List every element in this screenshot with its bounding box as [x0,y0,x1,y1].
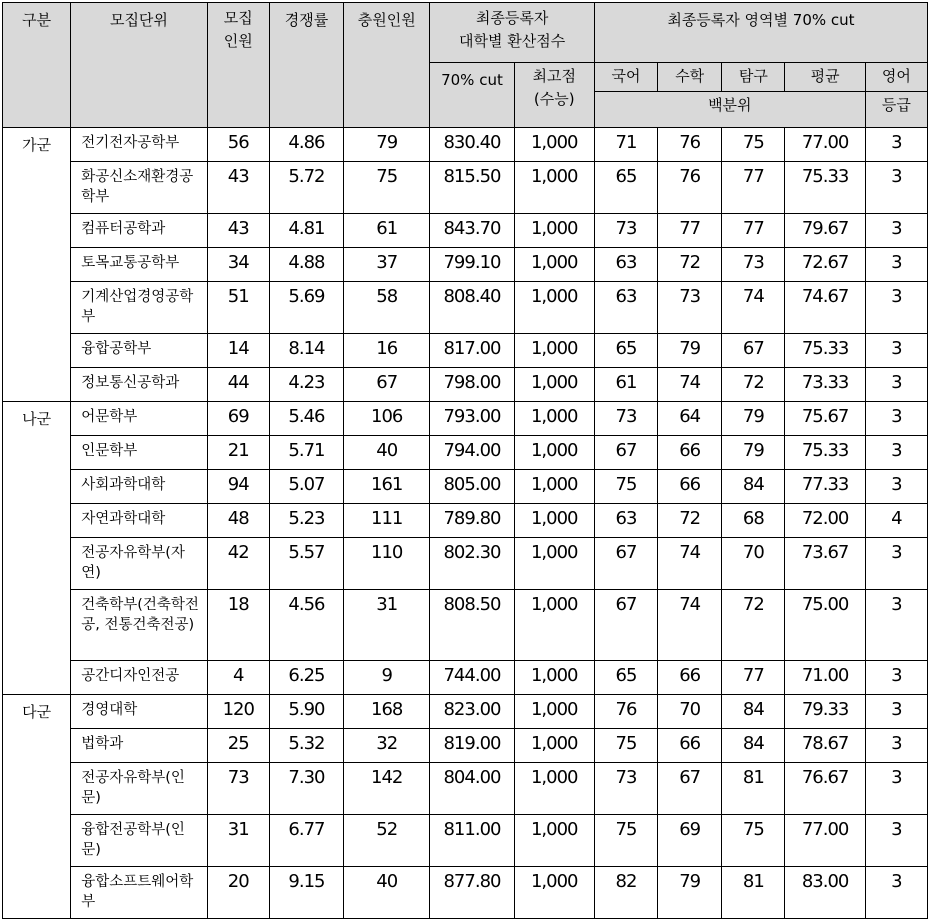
inquiry-cell: 77 [722,162,785,214]
extra-cell: 61 [344,214,430,248]
korean-cell: 67 [594,436,657,470]
quota-cell: 56 [207,128,269,162]
extra-cell: 37 [344,248,430,282]
cut-cell: 817.00 [430,334,514,368]
math-cell: 73 [658,282,722,334]
header-inquiry: 탐구 [722,63,785,92]
extra-cell: 110 [344,538,430,590]
unit-cell: 전공자유학부(인문) [71,763,207,815]
english-cell: 3 [865,763,927,815]
unit-cell: 전기전자공학부 [71,128,207,162]
ratio-cell: 4.23 [269,368,343,402]
inquiry-cell: 84 [722,695,785,729]
inquiry-cell: 81 [722,867,785,919]
english-cell: 3 [865,867,927,919]
avg-cell: 78.67 [785,729,865,763]
english-cell: 3 [865,162,927,214]
cut-cell: 799.10 [430,248,514,282]
inquiry-cell: 81 [722,763,785,815]
cut-cell: 808.40 [430,282,514,334]
cut-cell: 794.00 [430,436,514,470]
quota-cell: 120 [207,695,269,729]
max-cell: 1,000 [514,248,594,282]
quota-cell: 42 [207,538,269,590]
quota-cell: 18 [207,590,269,661]
avg-cell: 77.33 [785,470,865,504]
unit-cell: 토목교통공학부 [71,248,207,282]
group-label: 나군 [3,402,71,695]
ratio-cell: 5.23 [269,504,343,538]
table-row [3,867,928,919]
unit-cell: 융합소프트웨어학부 [71,867,207,919]
extra-cell: 52 [344,815,430,867]
max-cell: 1,000 [514,282,594,334]
unit-cell: 건축학부(건축학전공, 전통건축전공) [71,590,207,661]
ratio-cell: 5.57 [269,538,343,590]
korean-cell: 75 [594,729,657,763]
quota-cell: 69 [207,402,269,436]
inquiry-cell: 74 [722,282,785,334]
cut-cell: 815.50 [430,162,514,214]
ratio-cell: 5.07 [269,470,343,504]
math-cell: 74 [658,590,722,661]
cut-cell: 798.00 [430,368,514,402]
max-cell: 1,000 [514,590,594,661]
avg-cell: 75.33 [785,334,865,368]
english-cell: 3 [865,695,927,729]
extra-cell: 16 [344,334,430,368]
max-cell: 1,000 [514,470,594,504]
cut-cell: 808.50 [430,590,514,661]
english-cell: 3 [865,590,927,661]
avg-cell: 71.00 [785,661,865,695]
quota-cell: 44 [207,368,269,402]
ratio-cell: 6.25 [269,661,343,695]
cut-cell: 877.80 [430,867,514,919]
header-group: 구분 [3,3,71,128]
korean-cell: 63 [594,504,657,538]
cut-cell: 805.00 [430,470,514,504]
english-cell: 3 [865,815,927,867]
english-cell: 4 [865,504,927,538]
english-cell: 3 [865,470,927,504]
english-cell: 3 [865,334,927,368]
table-row [3,248,928,282]
header-score: 최종등록자 대학별 환산점수 [430,3,595,63]
english-cell: 3 [865,282,927,334]
avg-cell: 83.00 [785,867,865,919]
cut-cell: 819.00 [430,729,514,763]
cut-cell: 843.70 [430,214,514,248]
table-row [3,590,928,661]
quota-cell: 43 [207,162,269,214]
korean-cell: 65 [594,661,657,695]
unit-cell: 기계산업경영공학부 [71,282,207,334]
table-row [3,470,928,504]
korean-cell: 61 [594,368,657,402]
extra-cell: 40 [344,436,430,470]
unit-cell: 융합공학부 [71,334,207,368]
table-row [3,504,928,538]
extra-cell: 58 [344,282,430,334]
unit-cell: 정보통신공학과 [71,368,207,402]
extra-cell: 67 [344,368,430,402]
math-cell: 76 [658,128,722,162]
inquiry-cell: 73 [722,248,785,282]
unit-cell: 전공자유학부(자연) [71,538,207,590]
math-cell: 79 [658,334,722,368]
header-english: 영어 [865,63,927,92]
table-row [3,815,928,867]
max-cell: 1,000 [514,402,594,436]
math-cell: 72 [658,504,722,538]
korean-cell: 65 [594,162,657,214]
max-cell: 1,000 [514,162,594,214]
max-cell: 1,000 [514,729,594,763]
math-cell: 66 [658,436,722,470]
cut-cell: 789.80 [430,504,514,538]
inquiry-cell: 84 [722,729,785,763]
max-cell: 1,000 [514,368,594,402]
quota-cell: 14 [207,334,269,368]
cut-cell: 744.00 [430,661,514,695]
english-cell: 3 [865,661,927,695]
math-cell: 72 [658,248,722,282]
table-row [3,282,928,334]
header-quota: 모집 인원 [207,3,269,128]
english-cell: 3 [865,538,927,590]
avg-cell: 74.67 [785,282,865,334]
extra-cell: 31 [344,590,430,661]
quota-cell: 34 [207,248,269,282]
extra-cell: 161 [344,470,430,504]
inquiry-cell: 67 [722,334,785,368]
group-label: 가군 [3,128,71,402]
korean-cell: 71 [594,128,657,162]
table-row [3,402,928,436]
unit-cell: 컴퓨터공학과 [71,214,207,248]
avg-cell: 76.67 [785,763,865,815]
header-grade: 등급 [865,92,927,128]
extra-cell: 106 [344,402,430,436]
quota-cell: 73 [207,763,269,815]
english-cell: 3 [865,402,927,436]
cut-cell: 802.30 [430,538,514,590]
ratio-cell: 5.72 [269,162,343,214]
math-cell: 66 [658,661,722,695]
korean-cell: 76 [594,695,657,729]
avg-cell: 79.33 [785,695,865,729]
avg-cell: 75.00 [785,590,865,661]
korean-cell: 73 [594,763,657,815]
avg-cell: 79.67 [785,214,865,248]
max-cell: 1,000 [514,128,594,162]
unit-cell: 화공신소재환경공학부 [71,162,207,214]
extra-cell: 79 [344,128,430,162]
cut-cell: 804.00 [430,763,514,815]
inquiry-cell: 77 [722,214,785,248]
korean-cell: 82 [594,867,657,919]
avg-cell: 77.00 [785,128,865,162]
extra-cell: 32 [344,729,430,763]
table-row [3,214,928,248]
max-cell: 1,000 [514,214,594,248]
cut-cell: 793.00 [430,402,514,436]
extra-cell: 75 [344,162,430,214]
inquiry-cell: 84 [722,470,785,504]
quota-cell: 4 [207,661,269,695]
quota-cell: 31 [207,815,269,867]
korean-cell: 65 [594,334,657,368]
ratio-cell: 7.30 [269,763,343,815]
avg-cell: 75.33 [785,436,865,470]
avg-cell: 75.33 [785,162,865,214]
extra-cell: 142 [344,763,430,815]
avg-cell: 73.67 [785,538,865,590]
table-row [3,763,928,815]
extra-cell: 9 [344,661,430,695]
korean-cell: 73 [594,214,657,248]
quota-cell: 20 [207,867,269,919]
quota-cell: 94 [207,470,269,504]
ratio-cell: 5.32 [269,729,343,763]
table-row [3,368,928,402]
max-cell: 1,000 [514,661,594,695]
unit-cell: 경영대학 [71,695,207,729]
math-cell: 74 [658,368,722,402]
unit-cell: 공간디자인전공 [71,661,207,695]
header-korean: 국어 [594,63,657,92]
cut-cell: 811.00 [430,815,514,867]
header-unit: 모집단위 [71,3,207,128]
header-score-max: 최고점 (수능) [514,63,594,128]
max-cell: 1,000 [514,538,594,590]
inquiry-cell: 68 [722,504,785,538]
admission-results-table [2,2,928,919]
header-cut-title: 최종등록자 영역별 70% cut [594,3,927,63]
english-cell: 3 [865,128,927,162]
quota-cell: 48 [207,504,269,538]
korean-cell: 63 [594,282,657,334]
quota-cell: 43 [207,214,269,248]
english-cell: 3 [865,368,927,402]
cut-cell: 830.40 [430,128,514,162]
math-cell: 70 [658,695,722,729]
table-row [3,695,928,729]
unit-cell: 사회과학대학 [71,470,207,504]
inquiry-cell: 75 [722,815,785,867]
avg-cell: 72.00 [785,504,865,538]
ratio-cell: 4.88 [269,248,343,282]
header-math: 수학 [658,63,722,92]
math-cell: 69 [658,815,722,867]
ratio-cell: 6.77 [269,815,343,867]
inquiry-cell: 70 [722,538,785,590]
ratio-cell: 4.56 [269,590,343,661]
max-cell: 1,000 [514,695,594,729]
korean-cell: 75 [594,815,657,867]
max-cell: 1,000 [514,504,594,538]
table-row [3,128,928,162]
header-avg: 평균 [785,63,865,92]
max-cell: 1,000 [514,815,594,867]
korean-cell: 75 [594,470,657,504]
unit-cell: 법학과 [71,729,207,763]
inquiry-cell: 72 [722,368,785,402]
max-cell: 1,000 [514,763,594,815]
korean-cell: 73 [594,402,657,436]
math-cell: 67 [658,763,722,815]
avg-cell: 73.33 [785,368,865,402]
table-row [3,334,928,368]
english-cell: 3 [865,248,927,282]
inquiry-cell: 79 [722,402,785,436]
ratio-cell: 5.90 [269,695,343,729]
ratio-cell: 4.81 [269,214,343,248]
english-cell: 3 [865,436,927,470]
header-ratio: 경쟁률 [269,3,343,128]
extra-cell: 40 [344,867,430,919]
ratio-cell: 5.71 [269,436,343,470]
cut-cell: 823.00 [430,695,514,729]
ratio-cell: 4.86 [269,128,343,162]
header-score-cut: 70% cut [430,63,514,128]
table-row [3,538,928,590]
unit-cell: 인문학부 [71,436,207,470]
header-percentile: 백분위 [594,92,865,128]
avg-cell: 77.00 [785,815,865,867]
korean-cell: 67 [594,590,657,661]
max-cell: 1,000 [514,436,594,470]
unit-cell: 융합전공학부(인문) [71,815,207,867]
inquiry-cell: 77 [722,661,785,695]
ratio-cell: 5.69 [269,282,343,334]
math-cell: 77 [658,214,722,248]
quota-cell: 51 [207,282,269,334]
ratio-cell: 8.14 [269,334,343,368]
korean-cell: 67 [594,538,657,590]
ratio-cell: 5.46 [269,402,343,436]
extra-cell: 168 [344,695,430,729]
math-cell: 79 [658,867,722,919]
english-cell: 3 [865,729,927,763]
korean-cell: 63 [594,248,657,282]
quota-cell: 25 [207,729,269,763]
math-cell: 66 [658,470,722,504]
inquiry-cell: 79 [722,436,785,470]
table-row [3,661,928,695]
math-cell: 64 [658,402,722,436]
math-cell: 66 [658,729,722,763]
math-cell: 76 [658,162,722,214]
table-row [3,436,928,470]
inquiry-cell: 72 [722,590,785,661]
unit-cell: 어문학부 [71,402,207,436]
unit-cell: 자연과학대학 [71,504,207,538]
english-cell: 3 [865,214,927,248]
table-row [3,729,928,763]
quota-cell: 21 [207,436,269,470]
header-extra: 충원인원 [344,3,430,128]
avg-cell: 75.67 [785,402,865,436]
max-cell: 1,000 [514,334,594,368]
inquiry-cell: 75 [722,128,785,162]
table-row [3,162,928,214]
math-cell: 74 [658,538,722,590]
avg-cell: 72.67 [785,248,865,282]
ratio-cell: 9.15 [269,867,343,919]
extra-cell: 111 [344,504,430,538]
group-label: 다군 [3,695,71,919]
max-cell: 1,000 [514,867,594,919]
